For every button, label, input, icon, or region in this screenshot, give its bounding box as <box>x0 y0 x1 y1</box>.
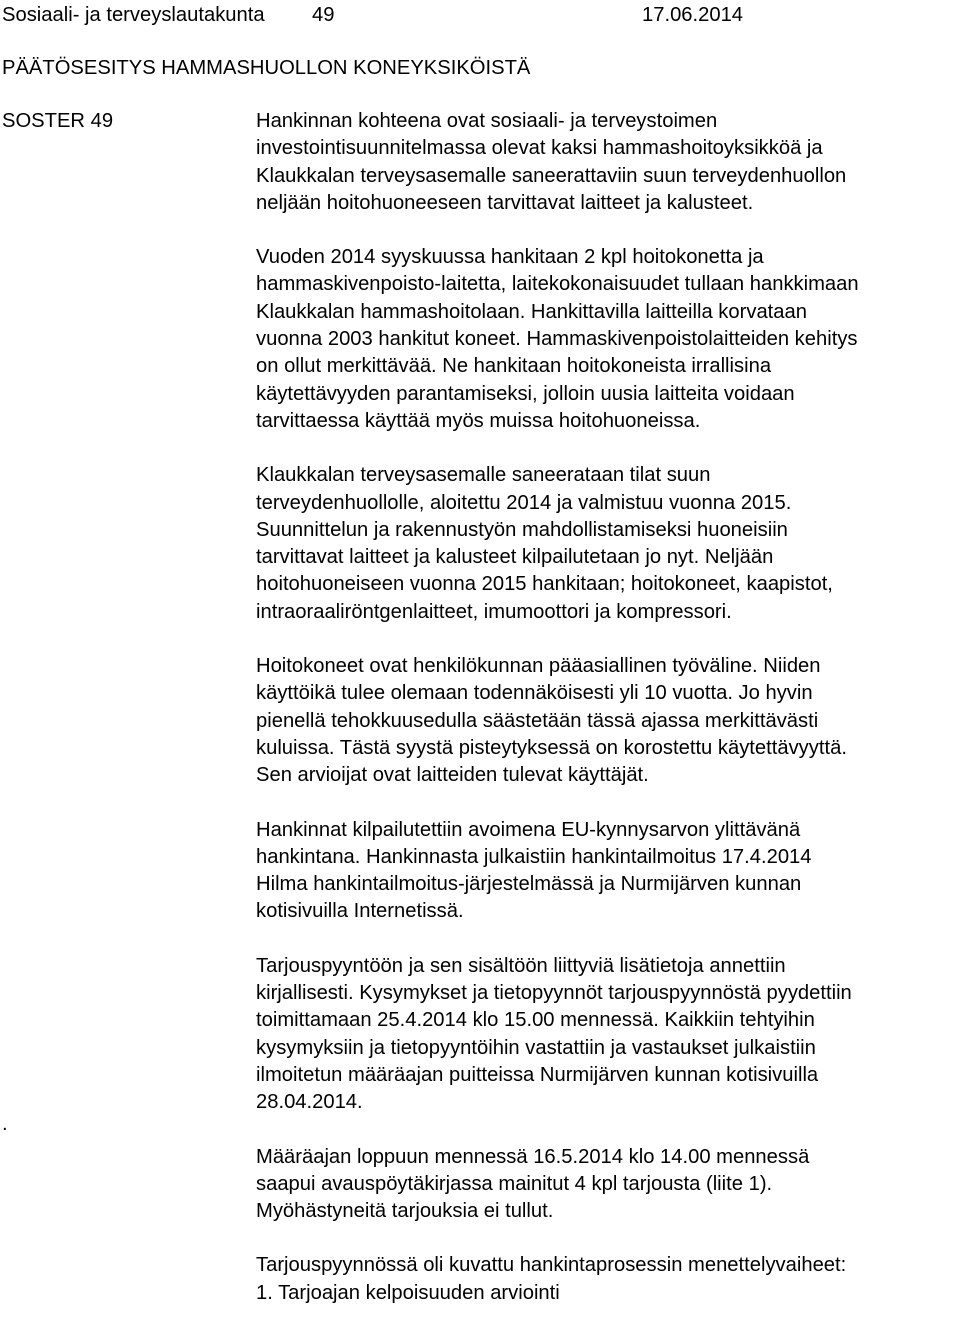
paragraph-line: 28.04.2014. <box>256 1091 363 1114</box>
paragraph-line: hammaskivenpoisto-laitetta, laitekokonaisuudet tullaan hankkimaan <box>256 273 859 296</box>
paragraph-line: ilmoitetun määräajan puitteissa Nurmijärven kunnan kotisivuilla <box>256 1063 819 1086</box>
paragraph-line: käytettävyyden parantamiseksi, jolloin uusia laitteita voidaan <box>256 382 795 405</box>
paragraph <box>256 108 956 217</box>
paragraph-line: hoitohuoneiseen vuonna 2015 hankitaan; hoitokoneet, kaapistot, <box>256 573 833 596</box>
committee-name: Sosiaali- ja terveyslautakunta <box>2 4 265 26</box>
document-header <box>2 2 744 28</box>
paragraph-line: vuonna 2003 hankitut koneet. Hammaskivenpoistolaitteiden kehitys <box>256 328 858 351</box>
paragraph-line: intraoraaliröntgenlaitteet, imumoottori ja kompressori. <box>256 600 732 623</box>
paragraph-line: Määräajan loppuun mennessä 16.5.2014 klo 14.00 mennessä <box>256 1145 810 1168</box>
paragraph-line: on ollut merkittävää. Ne hankitaan hoitokoneista irrallisina <box>256 355 772 378</box>
paragraph <box>256 1144 956 1226</box>
margin-mark: . <box>2 1113 8 1135</box>
section-label: SOSTER 49 <box>2 110 114 132</box>
paragraph-line: Tarjouspyynnössä oli kuvattu hankintaprosessin menettelyvaiheet: <box>256 1254 847 1277</box>
paragraph <box>256 1252 956 1307</box>
paragraph-line: toimittamaan 25.4.2014 klo 15.00 mennessä. Kaikkiin tehtyihin <box>256 1009 815 1032</box>
paragraph-line: tarvittaessa käyttää myös muissa hoitohuoneissa. <box>256 409 701 432</box>
paragraph-line: Hankinnat kilpailutettiin avoimena EU-kynnysarvon ylittävänä <box>256 818 801 841</box>
paragraph-line: 1. Tarjoajan kelpoisuuden arviointi <box>256 1281 560 1304</box>
paragraph-line: hankintana. Hankinnasta julkaistiin hankintailmoitus 17.4.2014 <box>256 845 812 868</box>
paragraph-line: tarvittavat laitteet ja kalusteet kilpailutetaan jo nyt. Neljään <box>256 546 774 569</box>
paragraph-line: Myöhästyneitä tarjouksia ei tullut. <box>256 1200 554 1223</box>
paragraph-line: kuluissa. Tästä syystä pisteytyksessä on korostettu käytettävyyttä. <box>256 736 847 759</box>
section-number: 49 <box>312 4 335 26</box>
paragraph-line: Suunnittelun ja rakennustyön mahdollistamiseksi huoneisiin <box>256 518 788 541</box>
meeting-date: 17.06.2014 <box>642 4 744 26</box>
paragraph <box>256 244 956 435</box>
paragraph-line: kirjallisesti. Kysymykset ja tietopyynnöt tarjouspyynnöstä pyydettiin <box>256 982 852 1005</box>
document-title: PÄÄTÖSESITYS HAMMASHUOLLON KONEYKSIKÖISTÄ <box>2 57 531 79</box>
paragraph-line: Tarjouspyyntöön ja sen sisältöön liittyviä lisätietoja annettiin <box>256 954 786 977</box>
paragraph-line: Sen arvioijat ovat laitteiden tulevat käyttäjät. <box>256 764 649 787</box>
paragraph-line: Hoitokoneet ovat henkilökunnan pääasiallinen työväline. Niiden <box>256 655 821 678</box>
paragraph-line: pienellä tehokkuusedulla säästetään tässä ajassa merkittävästi <box>256 709 819 732</box>
paragraph <box>256 817 956 926</box>
paragraph-line: investointisuunnitelmassa olevat kaksi hammashoitoyksikköä ja <box>256 137 823 160</box>
paragraph <box>256 462 956 626</box>
paragraph-line: saapui avauspöytäkirjassa mainitut 4 kpl tarjousta (liite 1). <box>256 1172 773 1195</box>
paragraph-line: Klaukkalan hammashoitolaan. Hankittavilla laitteilla korvataan <box>256 300 807 323</box>
body-text <box>256 108 956 1334</box>
paragraph-line: kotisivuilla Internetissä. <box>256 900 464 923</box>
paragraph-line: terveydenhuollolle, aloitettu 2014 ja valmistuu vuonna 2015. <box>256 491 792 514</box>
paragraph-line: Klaukkalan terveysasemalle saneerataan tilat suun <box>256 464 711 487</box>
paragraph <box>256 953 956 1117</box>
paragraph-line: neljään hoitohuoneeseen tarvittavat laitteet ja kalusteet. <box>256 191 754 214</box>
paragraph-line: Vuoden 2014 syyskuussa hankitaan 2 kpl hoitokonetta ja <box>256 246 764 269</box>
paragraph-line: käyttöikä tulee olemaan todennäköisesti yli 10 vuotta. Jo hyvin <box>256 682 813 705</box>
paragraph-line: Hilma hankintailmoitus-järjestelmässä ja Nurmijärven kunnan <box>256 873 802 896</box>
paragraph-line: Hankinnan kohteena ovat sosiaali- ja terveystoimen <box>256 110 718 132</box>
paragraph-line: Klaukkalan terveysasemalle saneerattaviin suun terveydenhuollon <box>256 164 847 187</box>
paragraph <box>256 653 956 789</box>
paragraph-line: kysymyksiin ja tietopyyntöihin vastattiin ja vastaukset julkaistiin <box>256 1036 816 1059</box>
